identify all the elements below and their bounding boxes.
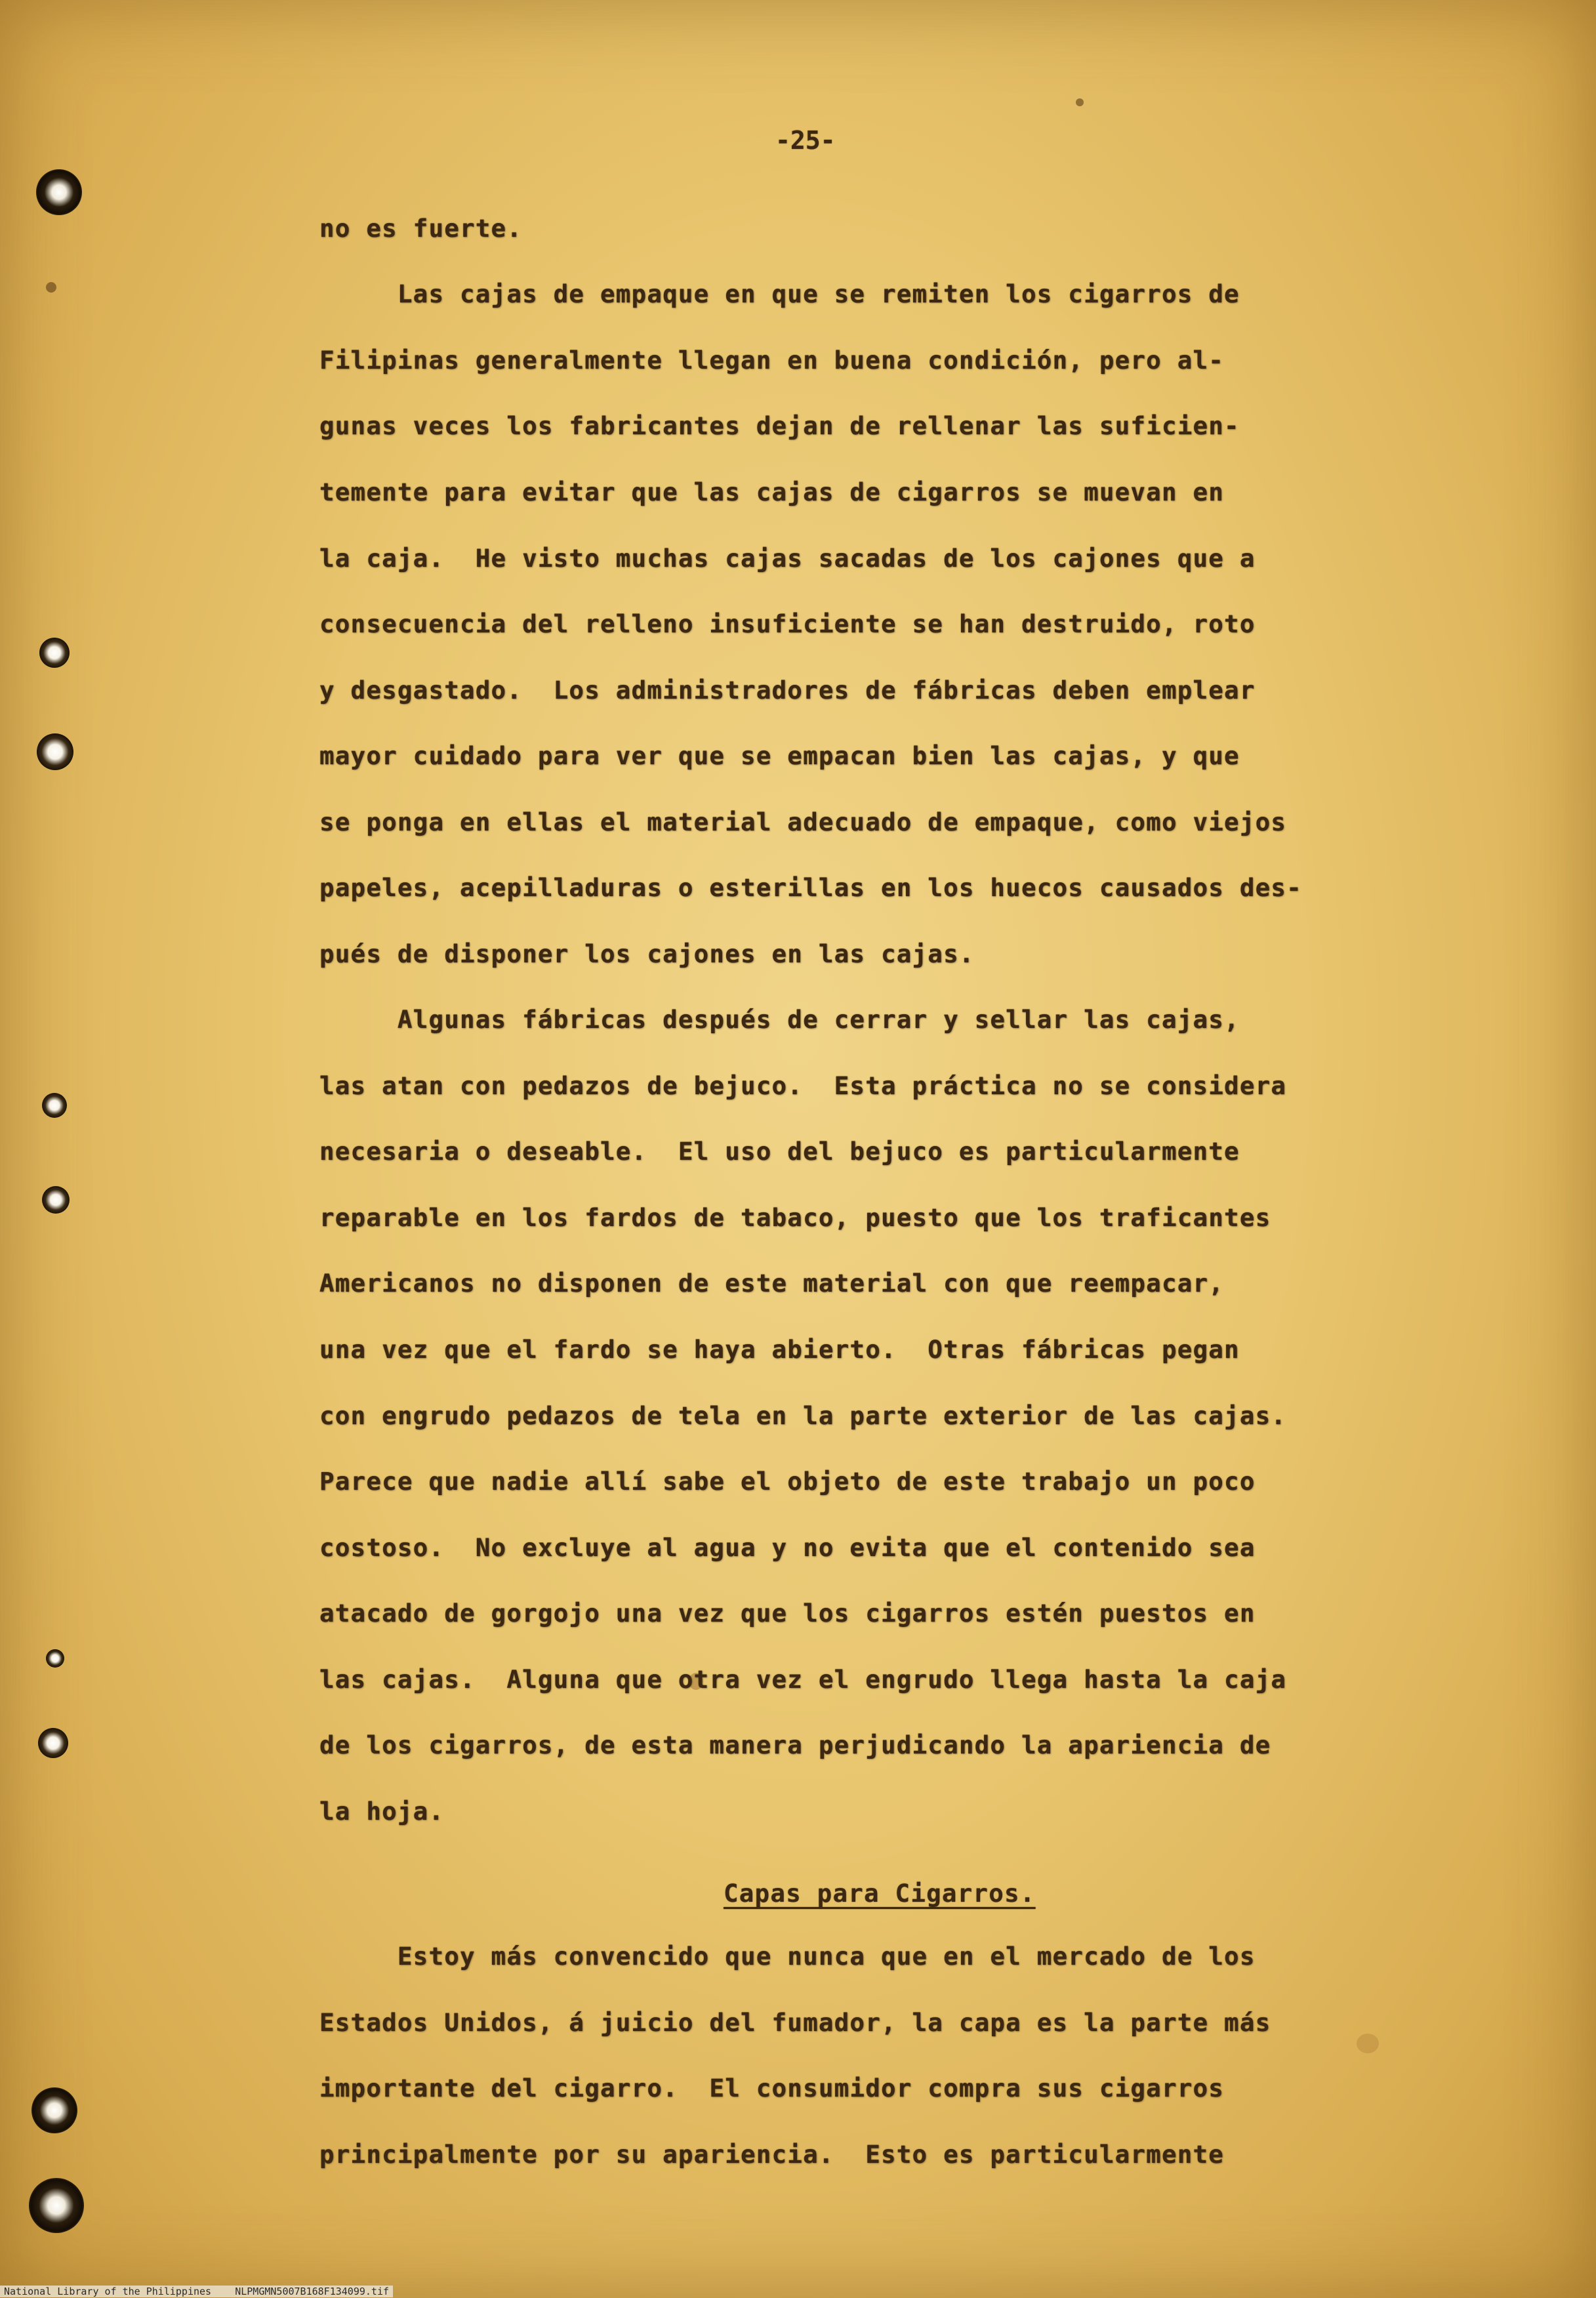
punch-hole bbox=[42, 1186, 70, 1214]
text-line: consecuencia del relleno insuficiente se han destruido, roto bbox=[319, 609, 1256, 638]
punch-hole bbox=[42, 1093, 67, 1118]
section-heading: Capas para Cigarros. bbox=[724, 1879, 1036, 1908]
text-line: necesaria o deseable. El uso del bejuco es particularmente bbox=[319, 1137, 1240, 1166]
text-line: mayor cuidado para ver que se empacan bien las cajas, y que bbox=[319, 741, 1240, 770]
text-line: una vez que el fardo se haya abierto. Otras fábricas pegan bbox=[319, 1335, 1240, 1364]
text-line: se ponga en ellas el material adecuado de empaque, como viejos bbox=[319, 808, 1287, 836]
punch-hole bbox=[39, 638, 70, 668]
punch-hole-bottom bbox=[31, 2087, 77, 2133]
text-line: Las cajas de empaque en que se remiten los cigarros de bbox=[319, 279, 1240, 308]
text-line: y desgastado. Los administradores de fábricas deben emplear bbox=[319, 676, 1256, 705]
archive-footer-caption: National Library of the Philippines NLPMGMN5007B168F134099.tif bbox=[0, 2286, 393, 2297]
text-line: no es fuerte. bbox=[319, 214, 523, 243]
text-line: importante del cigarro. El consumidor compra sus cigarros bbox=[319, 2074, 1225, 2103]
text-line: las cajas. Alguna que otra vez el engrudo llega hasta la caja bbox=[319, 1665, 1287, 1694]
punch-hole bbox=[38, 1728, 68, 1758]
text-line: papeles, acepilladuras o esterillas en los huecos causados des- bbox=[319, 873, 1302, 902]
text-line: de los cigarros, de esta manera perjudicando la apariencia de bbox=[319, 1731, 1271, 1759]
punch-hole bbox=[46, 1649, 64, 1668]
punch-hole-top bbox=[36, 169, 82, 215]
text-line: pués de disponer los cajones en las cajas. bbox=[319, 939, 975, 968]
text-line: principalmente por su apariencia. Esto es particularmente bbox=[319, 2140, 1225, 2169]
text-line: las atan con pedazos de bejuco. Esta práctica no se considera bbox=[319, 1071, 1287, 1100]
text-line: con engrudo pedazos de tela en la parte exterior de las cajas. bbox=[319, 1401, 1287, 1430]
text-line: Algunas fábricas después de cerrar y sellar las cajas, bbox=[319, 1005, 1240, 1034]
punch-hole-bottom bbox=[29, 2178, 84, 2233]
punch-hole bbox=[37, 733, 73, 770]
text-line: costoso. No excluye al agua y no evita que el contenido sea bbox=[319, 1533, 1256, 1562]
text-line: Parece que nadie allí sabe el objeto de este trabajo un poco bbox=[319, 1467, 1256, 1496]
text-line: reparable en los fardos de tabaco, puesto que los traficantes bbox=[319, 1203, 1271, 1232]
page-number: -25- bbox=[775, 126, 836, 155]
text-line: Estoy más convencido que nunca que en el mercado de los bbox=[319, 1942, 1256, 1971]
ink-spot bbox=[1076, 98, 1084, 106]
text-line: Estados Unidos, á juicio del fumador, la capa es la parte más bbox=[319, 2008, 1271, 2037]
text-line: atacado de gorgojo una vez que los cigarros estén puestos en bbox=[319, 1599, 1256, 1628]
ink-spot bbox=[46, 282, 56, 293]
text-line: la hoja. bbox=[319, 1797, 445, 1826]
text-line: Americanos no disponen de este material con que reempacar, bbox=[319, 1269, 1225, 1298]
text-line: la caja. He visto muchas cajas sacadas de los cajones que a bbox=[319, 544, 1256, 573]
ink-spot bbox=[1357, 2034, 1379, 2053]
text-line: Filipinas generalmente llegan en buena condición, pero al- bbox=[319, 346, 1225, 375]
text-line: temente para evitar que las cajas de cigarros se muevan en bbox=[319, 478, 1225, 506]
text-line: gunas veces los fabricantes dejan de rellenar las suficien- bbox=[319, 411, 1240, 440]
